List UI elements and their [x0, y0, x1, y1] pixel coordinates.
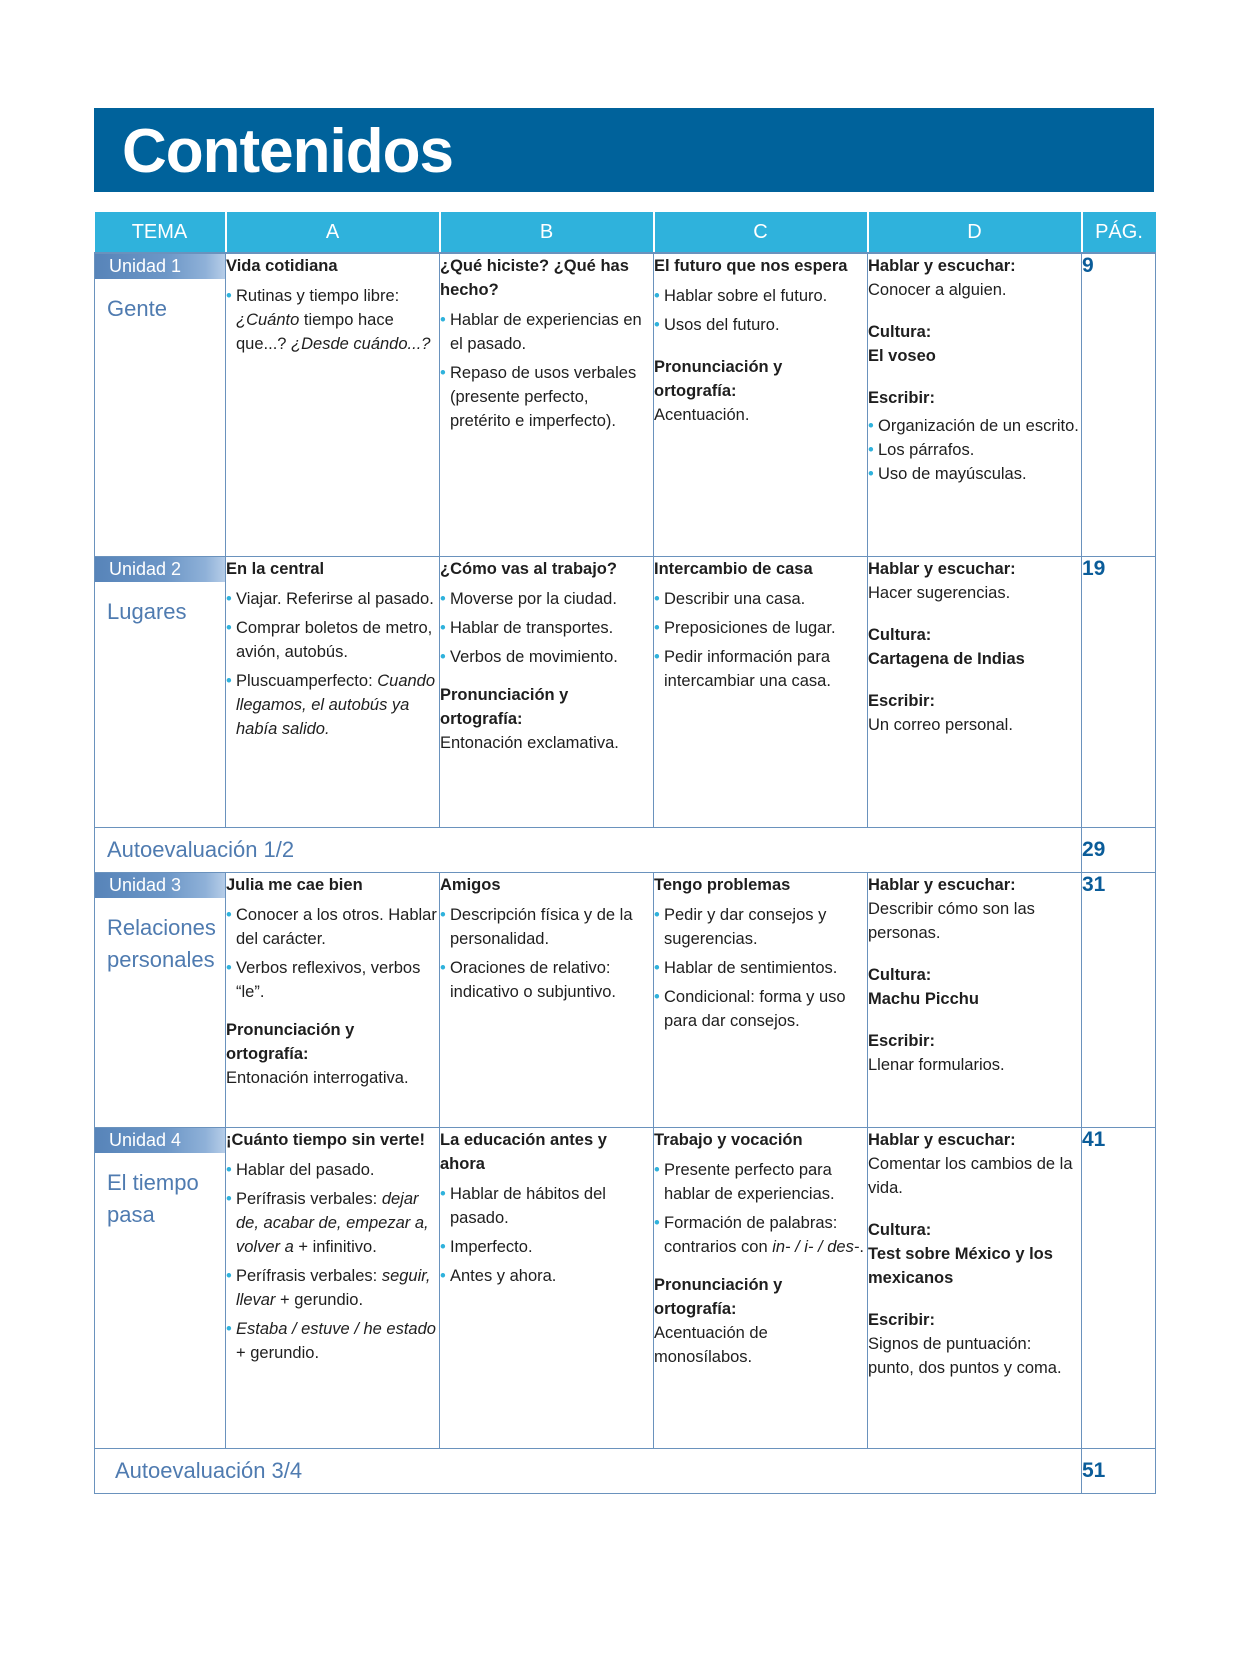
title-banner [94, 108, 1154, 192]
italic-text: seguir, llevar [236, 1266, 431, 1309]
page-title: Contenidos [122, 117, 453, 186]
unit-tema-3 [95, 872, 226, 1127]
table-header-row [95, 212, 1156, 253]
self-assessment-label: Autoevaluación 3/4 [95, 1448, 1082, 1493]
bullet-item: • Imperfecto. [440, 1235, 653, 1259]
subsection-heading: Hablar y escuchar: [868, 257, 1016, 275]
subsection-heading: Hablar y escuchar: [868, 559, 1016, 578]
cell-title: En la central [226, 559, 325, 578]
bullet-item [226, 1264, 439, 1312]
unit-1-cell-a [226, 253, 440, 556]
text: + gerundio. [275, 1290, 364, 1309]
culture-topic: El voseo [868, 347, 936, 365]
cell-title: Trabajo y vocación [654, 1130, 803, 1149]
self-assessment-row-1 [95, 827, 1156, 872]
self-assessment-label: Autoevaluación 1/2 [95, 827, 1082, 872]
bullet-item: • Repaso de usos verbales (presente perfecto, pretérito e imperfecto). [440, 361, 653, 433]
subsection-heading: Escribir: [868, 691, 935, 710]
cell-title: Amigos [440, 875, 501, 894]
cell-title: ¡Cuánto tiempo sin verte! [226, 1130, 425, 1149]
cell-title: Julia me cae bien [226, 875, 363, 894]
bullet-item: • Pedir y dar consejos y sugerencias. [654, 903, 867, 951]
bullet-item [226, 284, 439, 356]
bullet-item: • Oraciones de relativo: indicativo o subjuntivo. [440, 956, 653, 1004]
bullet-item: • Viajar. Referirse al pasado. [226, 587, 439, 611]
unit-label: Unidad 4 [95, 1128, 225, 1153]
page-number: 9 [1082, 253, 1156, 556]
bullet-item: • Hablar sobre el futuro. [654, 284, 867, 308]
unit-name: Lugares [107, 598, 187, 624]
page-number: 29 [1082, 827, 1156, 872]
subsection-text: Entonación interrogativa. [226, 1068, 409, 1087]
culture-topic: Test sobre México y los mexicanos [868, 1244, 1053, 1287]
subsection-heading: Escribir: [868, 389, 935, 407]
unit-row-3 [95, 872, 1156, 1127]
text: Perífrasis verbales: [236, 1189, 382, 1208]
unit-1-cell-d [868, 253, 1082, 556]
subsection-heading: Cultura: [868, 625, 932, 644]
italic-text: Estaba / estuve / he estado [236, 1319, 436, 1338]
header-pag: PÁG. [1082, 212, 1156, 253]
subsection-text: Llenar formularios. [868, 1055, 1005, 1074]
unit-3-cell-a [226, 872, 440, 1127]
subsection-heading: Pronunciación y ortografía: [654, 358, 783, 400]
page-number: 19 [1082, 556, 1156, 827]
subsection-heading: Escribir: [868, 1310, 935, 1329]
bullet-item: • Moverse por la ciudad. [440, 587, 653, 611]
bullet-item: • Hablar de sentimientos. [654, 956, 867, 980]
italic-text: ¿Cuánto [236, 311, 300, 329]
unit-3-cell-d [868, 872, 1082, 1127]
cell-title: Tengo problemas [654, 875, 791, 894]
header-a: A [226, 212, 440, 253]
subsection-heading: Pronunciación y ortografía: [440, 685, 569, 728]
subsection-text: Hacer sugerencias. [868, 583, 1011, 602]
self-assessment-row-2 [95, 1448, 1156, 1493]
unit-2-cell-c [654, 556, 868, 827]
unit-label: Unidad 2 [95, 557, 225, 582]
subsection-text: Acentuación de monosílabos. [654, 1323, 768, 1366]
unit-1-cell-c [654, 253, 868, 556]
text: + gerundio. [236, 1343, 320, 1362]
bullet-item: • Antes y ahora. [440, 1264, 653, 1288]
header-d: D [868, 212, 1082, 253]
subsection-text: Entonación exclamativa. [440, 733, 619, 752]
unit-row-2 [95, 556, 1156, 827]
bullet-item: • Hablar de transportes. [440, 616, 653, 640]
bullet-item: • Conocer a los otros. Hablar del carácter. [226, 903, 439, 951]
subsection-heading: Cultura: [868, 965, 932, 984]
text: + infinitivo. [293, 1237, 377, 1256]
page-number: 41 [1082, 1127, 1156, 1448]
bullet-item [226, 1317, 439, 1365]
cell-title: El futuro que nos espera [654, 257, 848, 275]
italic-text: Cuando llegamos, el autobús ya había salido. [236, 671, 436, 738]
cell-title: Intercambio de casa [654, 559, 813, 578]
italic-text: ¿Desde cuándo...? [291, 335, 431, 353]
bullet-item: • Verbos reflexivos, verbos “le”. [226, 956, 439, 1004]
subsection-text: Comentar los cambios de la vida. [868, 1154, 1073, 1197]
unit-3-cell-c [654, 872, 868, 1127]
unit-name: Relaciones personales [107, 914, 216, 972]
cell-title: Vida cotidiana [226, 257, 338, 275]
bullet-item: • Describir una casa. [654, 587, 867, 611]
bullet-item: • Presente perfecto para hablar de experiencias. [654, 1158, 867, 1206]
subsection-heading: Cultura: [868, 1220, 932, 1239]
page-number: 51 [1082, 1448, 1156, 1493]
unit-row-4 [95, 1127, 1156, 1448]
italic-text: dejar de, acabar de, empezar a, volver a [236, 1189, 429, 1256]
subsection-heading: Pronunciación y ortografía: [654, 1275, 783, 1318]
text: . [859, 1237, 864, 1256]
text: tiempo hace que...? [236, 311, 394, 353]
unit-2-cell-a [226, 556, 440, 827]
subsection-text: Acentuación. [654, 406, 750, 424]
bullet-item: • Pedir información para intercambiar una casa. [654, 645, 867, 693]
bullet-item: • Comprar boletos de metro, avión, autobús. [226, 616, 439, 664]
unit-name: Gente [107, 296, 167, 321]
unit-2-cell-d [868, 556, 1082, 827]
bullet-item: • Hablar de hábitos del pasado. [440, 1182, 653, 1230]
cell-title: La educación antes y ahora [440, 1130, 607, 1173]
bullet-item: • Organización de un escrito. [868, 414, 1081, 438]
subsection-heading: Hablar y escuchar: [868, 1130, 1016, 1149]
contents-table [94, 212, 1156, 1494]
bullet-item: • Uso de mayúsculas. [868, 462, 1081, 486]
bullet-item [226, 669, 439, 741]
subsection-text: Conocer a alguien. [868, 281, 1007, 299]
unit-name: El tiempo pasa [107, 1169, 199, 1227]
unit-3-cell-b [440, 872, 654, 1127]
italic-text: in- / i- / des- [772, 1237, 860, 1256]
unit-tema-2 [95, 556, 226, 827]
header-tema: TEMA [95, 212, 226, 253]
unit-label: Unidad 1 [95, 254, 225, 279]
subsection-heading: Hablar y escuchar: [868, 875, 1016, 894]
unit-4-cell-b [440, 1127, 654, 1448]
header-b: B [440, 212, 654, 253]
unit-tema-1 [95, 253, 226, 556]
unit-4-cell-c [654, 1127, 868, 1448]
bullet-item: • Hablar del pasado. [226, 1158, 439, 1182]
subsection-text: Describir cómo son las personas. [868, 899, 1035, 942]
cell-title: ¿Qué hiciste? ¿Qué has hecho? [440, 257, 629, 299]
unit-label: Unidad 3 [95, 873, 225, 898]
text: Perífrasis verbales: [236, 1266, 382, 1285]
bullet-item: • Verbos de movimiento. [440, 645, 653, 669]
bullet-item: • Condicional: forma y uso para dar consejos. [654, 985, 867, 1033]
bullet-item: • Usos del futuro. [654, 313, 867, 337]
culture-topic: Cartagena de Indias [868, 649, 1025, 668]
header-c: C [654, 212, 868, 253]
text: Rutinas y tiempo libre: [236, 287, 400, 305]
bullet-item: • Preposiciones de lugar. [654, 616, 867, 640]
subsection-heading: Cultura: [868, 323, 932, 341]
unit-4-cell-d [868, 1127, 1082, 1448]
bullet-item: • Hablar de experiencias en el pasado. [440, 308, 653, 356]
bullet-item [226, 1187, 439, 1259]
subsection-heading: Pronunciación y ortografía: [226, 1020, 355, 1063]
text: Formación de palabras: contrarios con [664, 1213, 838, 1256]
unit-4-cell-a [226, 1127, 440, 1448]
subsection-text: Signos de puntuación: punto, dos puntos y coma. [868, 1334, 1062, 1377]
unit-tema-4 [95, 1127, 226, 1448]
bullet-item: • Los párrafos. [868, 438, 1081, 462]
subsection-heading: Escribir: [868, 1031, 935, 1050]
unit-2-cell-b [440, 556, 654, 827]
subsection-text: Un correo personal. [868, 715, 1013, 734]
unit-1-cell-b [440, 253, 654, 556]
bullet-item [654, 1211, 867, 1259]
cell-title: ¿Cómo vas al trabajo? [440, 559, 617, 578]
culture-topic: Machu Picchu [868, 989, 979, 1008]
text: Pluscuamperfecto: [236, 671, 378, 690]
page-number: 31 [1082, 872, 1156, 1127]
bullet-item: • Descripción física y de la personalidad. [440, 903, 653, 951]
unit-row-1 [95, 253, 1156, 556]
